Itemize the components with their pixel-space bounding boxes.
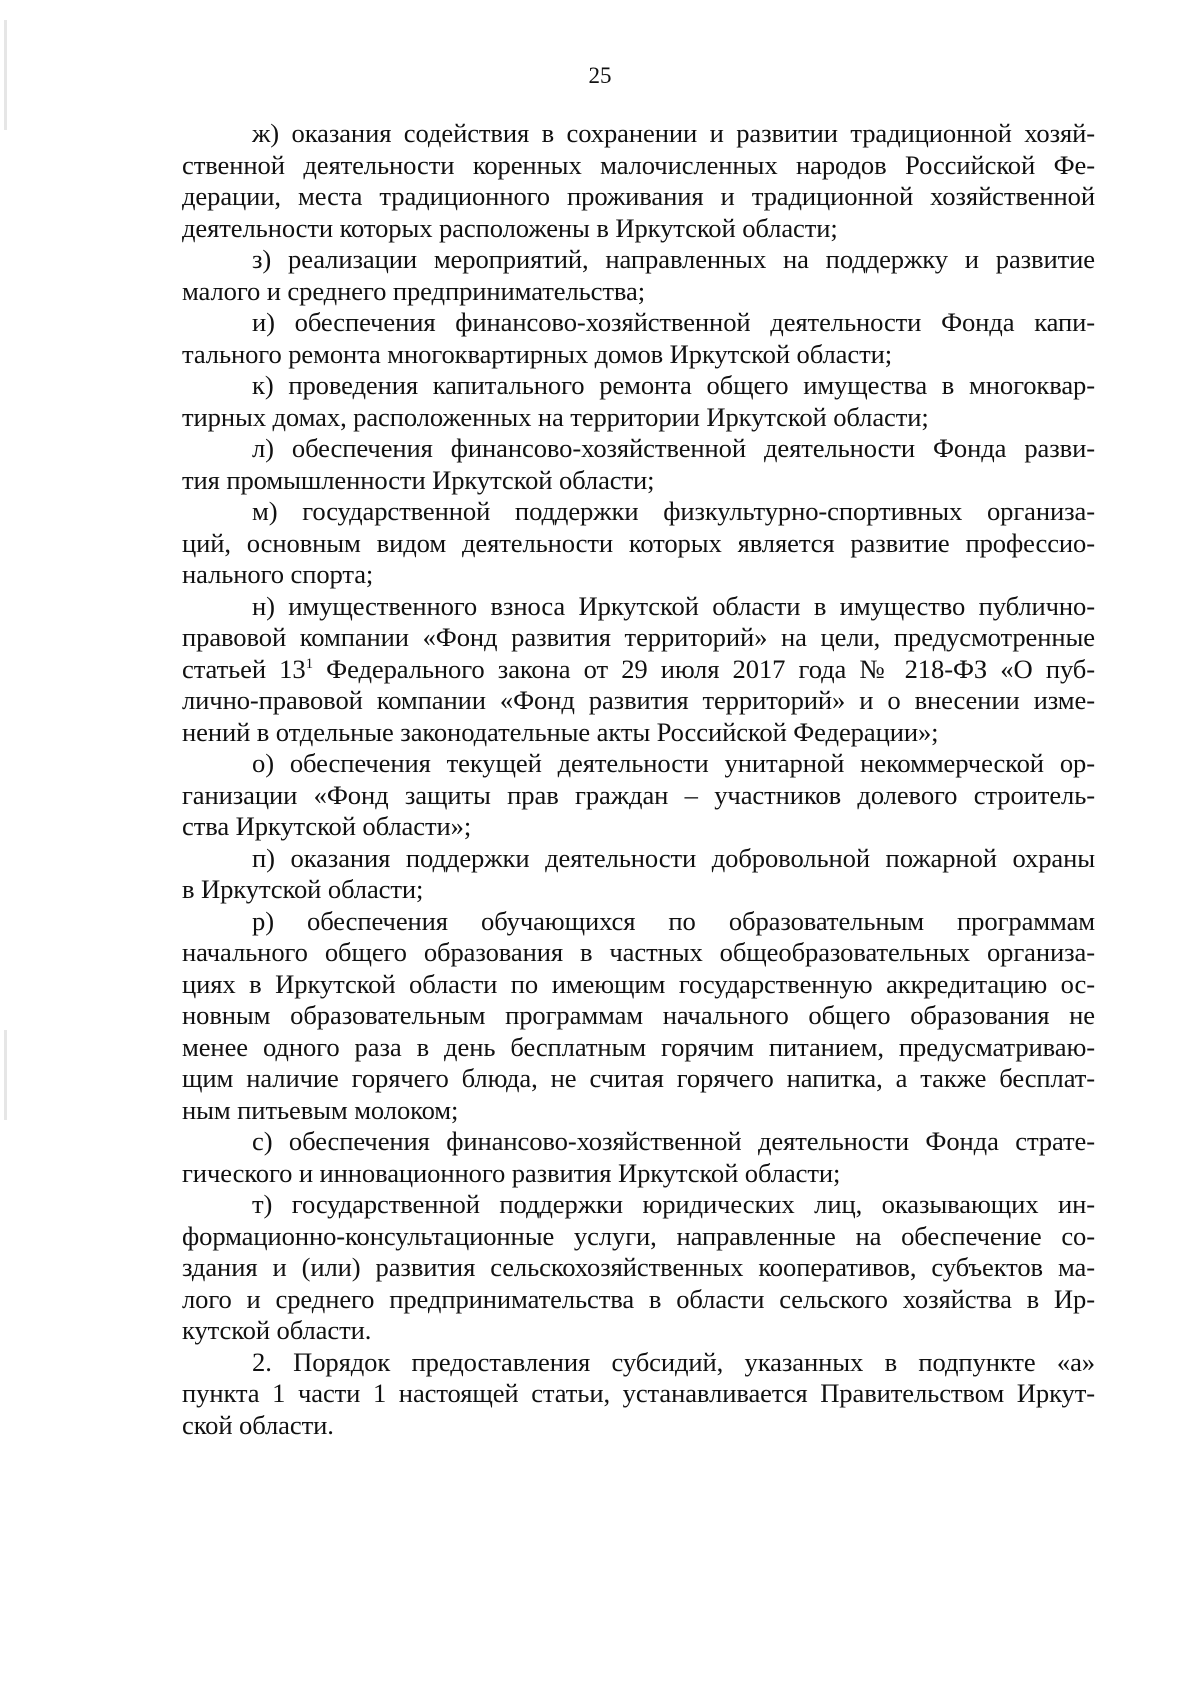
text-line: м) государственной поддержки физкультурно-спортивных организа-	[252, 496, 1095, 526]
text-line: в Иркутской области;	[182, 874, 424, 904]
paragraph-zh	[182, 118, 1095, 244]
paragraph-m	[182, 496, 1095, 591]
paragraph-n	[182, 591, 1095, 749]
text-line: новным образовательным программам начального общего образования не	[182, 1000, 1095, 1030]
text-line: деятельности которых расположены в Иркутской области;	[182, 212, 838, 243]
text-line: здания и (или) развития сельскохозяйственных кооперативов, субъектов ма-	[182, 1252, 1095, 1282]
text-line: правовой компании «Фонд развития территорий» на цели, предусмотренные	[182, 622, 1095, 652]
text-line: п) оказания поддержки деятельности добровольной пожарной охраны	[252, 842, 1095, 873]
paragraph-r	[182, 906, 1095, 1127]
text-line: циях в Иркутской области по имеющим государственную аккредитацию ос-	[182, 968, 1095, 999]
paragraph-p	[182, 843, 1095, 906]
paragraph-k	[182, 370, 1095, 433]
paragraph-l	[182, 433, 1095, 496]
page-number: 25	[588, 63, 612, 88]
text-line: ской области.	[182, 1409, 334, 1440]
text-line: ства Иркутской области»;	[182, 811, 472, 841]
text-line: гического и инновационного развития Иркутской области;	[182, 1157, 841, 1188]
text-line: к) проведения капитального ремонта общего имущества в многоквар-	[252, 370, 1095, 400]
text-line: лого и среднего предпринимательства в области сельского хозяйства в Ир-	[182, 1283, 1095, 1314]
scan-edge-mark	[4, 1030, 7, 1120]
text-line: ным питьевым молоком;	[182, 1094, 459, 1125]
text-line: пункта 1 части 1 настоящей статьи, устанавливается Правительством Иркут-	[182, 1378, 1095, 1408]
text-line: с) обеспечения финансово-хозяйственной деятельности Фонда страте-	[252, 1126, 1095, 1156]
text-line: тия промышленности Иркутской области;	[182, 464, 655, 495]
text-line: кутской области.	[182, 1315, 372, 1345]
text-line: начального общего образования в частных общеобразовательных организа-	[182, 937, 1095, 967]
text-fragment: статьей 13	[182, 653, 306, 684]
paragraph-item-2	[182, 1347, 1095, 1442]
text-line: щим наличие горячего блюда, не считая горячего напитка, а также бесплат-	[182, 1063, 1095, 1093]
paragraph-z	[182, 244, 1095, 307]
text-line: менее одного раза в день бесплатным горячим питанием, предусматриваю-	[182, 1031, 1095, 1062]
paragraph-s	[182, 1126, 1095, 1189]
text-line: малого и среднего предпринимательства;	[182, 275, 645, 306]
text-line: формационно-консультационные услуги, направленные на обеспечение со-	[182, 1220, 1095, 1251]
text-line: нального спорта;	[182, 559, 374, 589]
text-line: 2. Порядок предоставления субсидий, указанных в подпункте «а»	[252, 1346, 1095, 1377]
text-line: дерации, места традиционного проживания и традиционной хозяйственной	[182, 181, 1095, 211]
text-line: ций, основным видом деятельности которых является развитие профессио-	[182, 527, 1095, 558]
text-line: лично-правовой компании «Фонд развития территорий» и о внесении изме-	[182, 685, 1095, 715]
text-line: ганизации «Фонд защиты прав граждан – участников долевого строитель-	[182, 779, 1095, 810]
text-line: л) обеспечения финансово-хозяйственной деятельности Фонда разви-	[252, 433, 1095, 463]
superscript: 1	[305, 655, 313, 672]
text-line: ж) оказания содействия в сохранении и развитии традиционной хозяй-	[252, 118, 1095, 148]
text-line: р) обеспечения обучающихся по образовательным программам	[252, 905, 1095, 936]
paragraph-o	[182, 748, 1095, 843]
text-line: т) государственной поддержки юридических лиц, оказывающих ин-	[252, 1189, 1095, 1219]
text-line: нений в отдельные законодательные акты Российской Федерации»;	[182, 716, 939, 747]
text-line: н) имущественного взноса Иркутской области в имущество публично-	[252, 590, 1095, 621]
text-line: тального ремонта многоквартирных домов Иркутской области;	[182, 338, 893, 369]
text-line: ственной деятельности коренных малочисленных народов Российской Фе-	[182, 149, 1095, 180]
document-body	[182, 118, 1095, 1441]
text-line: з) реализации мероприятий, направленных на поддержку и развитие	[252, 244, 1095, 274]
text-line: тирных домах, расположенных на территории Иркутской области;	[182, 401, 929, 432]
text-line: и) обеспечения финансово-хозяйственной деятельности Фонда капи-	[252, 307, 1095, 337]
paragraph-t	[182, 1189, 1095, 1347]
paragraph-i	[182, 307, 1095, 370]
text-line: о) обеспечения текущей деятельности унитарной некоммерческой ор-	[252, 748, 1095, 778]
text-fragment: Федерального закона от 29 июля 2017 года № 218-ФЗ «О пуб-	[312, 653, 1095, 684]
text-line-with-footnote	[182, 654, 1095, 686]
